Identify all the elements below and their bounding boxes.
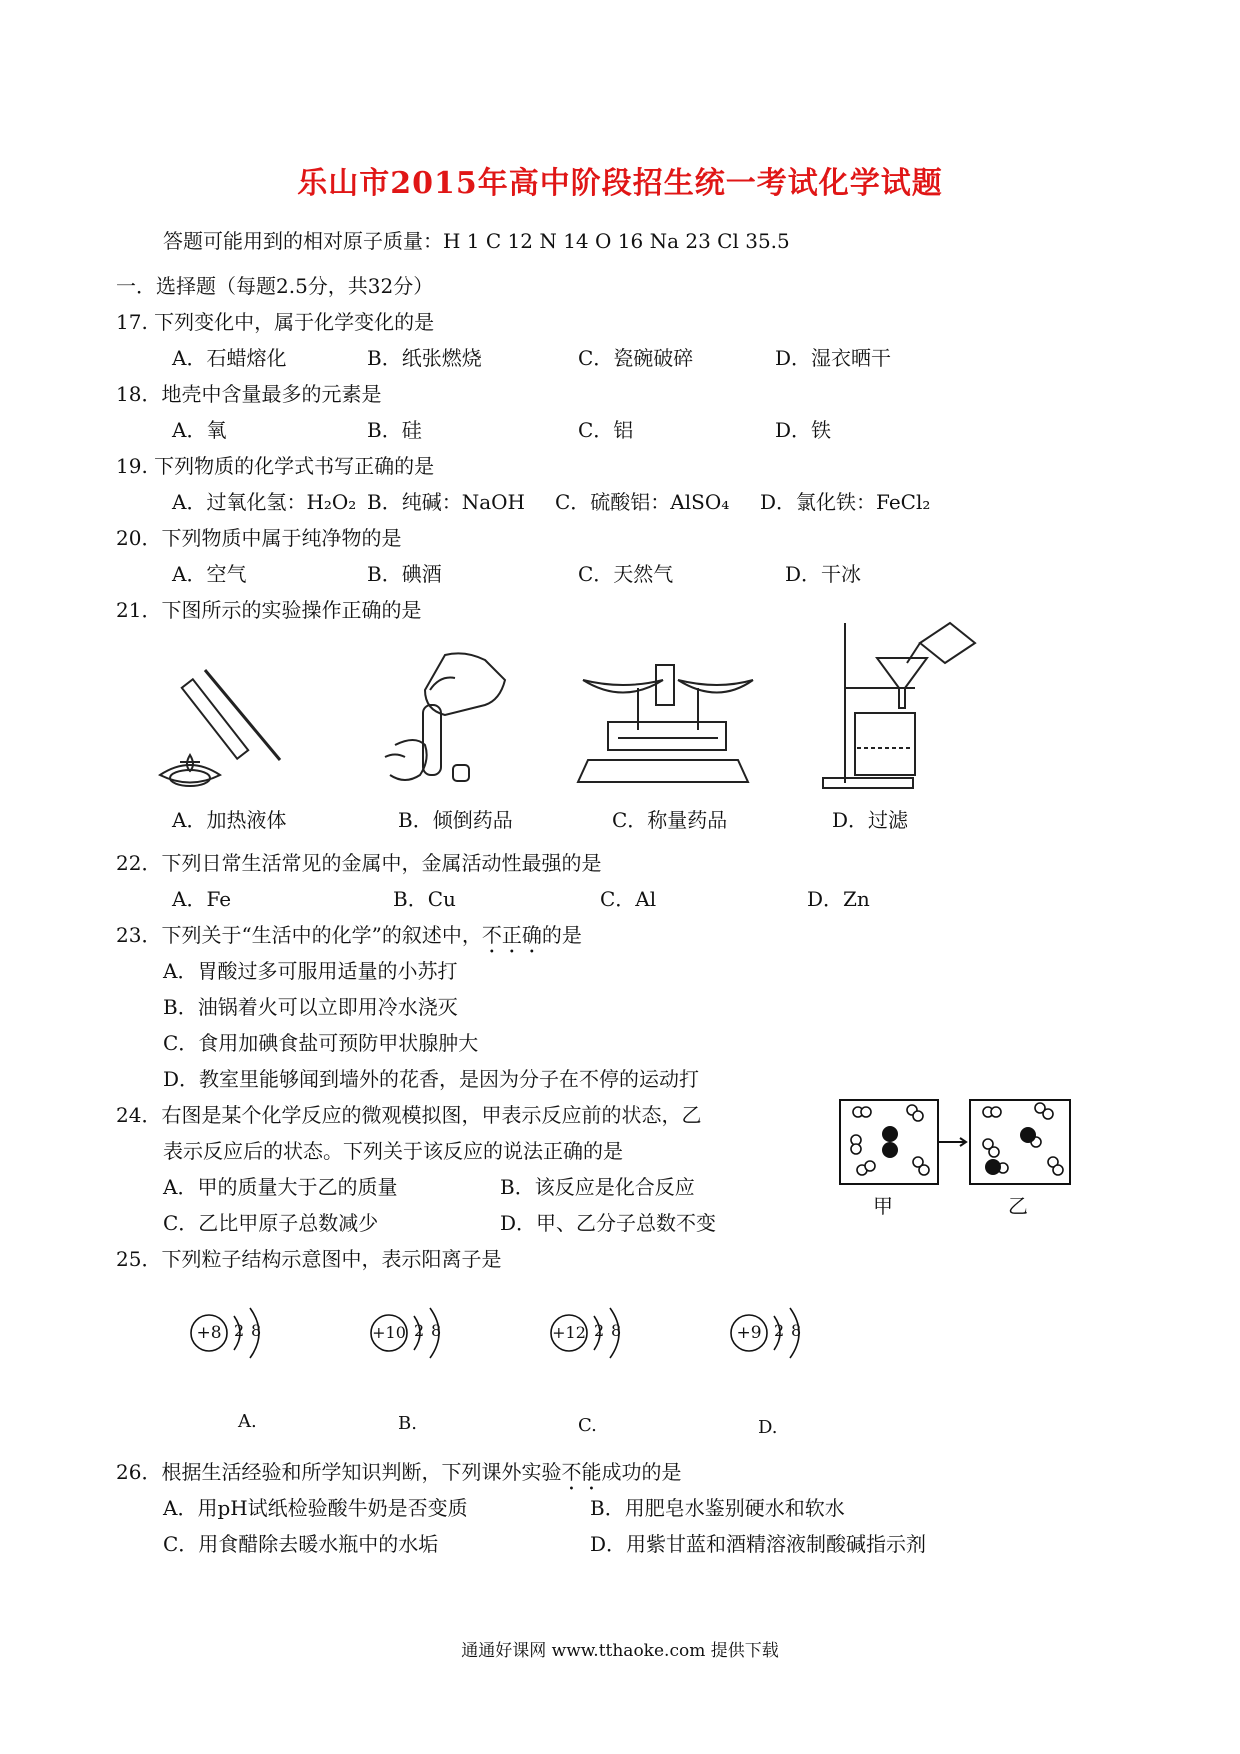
q26-option-b: B．用肥皂水鉴别硬水和软水 [590, 1496, 845, 1520]
q17-option-b: B．纸张燃烧 [367, 346, 482, 370]
atom-label-b: B. [398, 1413, 417, 1434]
q26-option-d: D．用紫甘蓝和酒精溶液制酸碱指示剂 [590, 1532, 927, 1556]
q20-option-a: A．空气 [172, 562, 247, 586]
label-jia: 甲 [873, 1194, 893, 1218]
q22-option-b: B．Cu [393, 887, 456, 911]
section-heading: 一．选择题（每题2.5分，共32分） [116, 274, 434, 298]
atom-b-shell2: 8 [431, 1321, 442, 1340]
q22-option-d: D．Zn [807, 887, 870, 911]
q19-stem: 19. 下列物质的化学式书写正确的是 [116, 454, 435, 478]
heating-liquid-figure [150, 660, 290, 795]
q23-option-b: B．油锅着火可以立即用冷水浇灭 [163, 995, 458, 1019]
pouring-figure [375, 645, 515, 790]
q20-option-d: D．干冰 [785, 562, 862, 586]
page-footer: 通通好课网 www.tthaoke.com 提供下载 [461, 1641, 779, 1661]
q23-option-d: D．教室里能够闻到墙外的花香，是因为分子在不停的运动打 [163, 1067, 700, 1091]
atom-d-nucleus: +9 [736, 1323, 762, 1343]
atom-c-shell2: 8 [611, 1321, 622, 1340]
q24-stem-line2: 表示反应后的状态。下列关于该反应的说法正确的是 [163, 1139, 623, 1163]
q17-option-a: A．石蜡熔化 [172, 346, 287, 370]
q24-option-d: D．甲、乙分子总数不变 [500, 1211, 717, 1235]
q17-option-c: C．瓷碗破碎 [578, 346, 694, 370]
atom-a-nucleus: +8 [196, 1323, 222, 1343]
q24-option-a: A．甲的质量大于乙的质量 [163, 1175, 398, 1199]
q23-stem: 23．下列关于“生活中的化学”的叙述中，不正确的是 [116, 923, 582, 947]
q21-option-d: D．过滤 [832, 808, 909, 832]
q24-option-b: B．该反应是化合反应 [500, 1175, 695, 1199]
atom-diagram-b [368, 1298, 478, 1368]
q20-stem: 20．下列物质中属于纯净物的是 [116, 526, 402, 550]
q21-stem: 21．下图所示的实验操作正确的是 [116, 598, 422, 622]
q22-option-a: A．Fe [172, 887, 232, 911]
q21-option-b: B．倾倒药品 [398, 808, 513, 832]
q18-option-c: C．铝 [578, 418, 634, 442]
q17-stem: 17. 下列变化中，属于化学变化的是 [116, 310, 435, 334]
q24-stem-line1: 24．右图是某个化学反应的微观模拟图，甲表示反应前的状态，乙 [116, 1103, 702, 1127]
q18-option-b: B．硅 [367, 418, 422, 442]
q20-option-c: C．天然气 [578, 562, 674, 586]
label-yi: 乙 [1008, 1194, 1028, 1218]
atom-label-d: D. [758, 1417, 778, 1438]
q26-emphasis: 不能 [561, 1460, 602, 1484]
balance-figure [578, 660, 748, 790]
atom-d-shell1: 2 [774, 1321, 785, 1340]
q20-option-b: B．碘酒 [367, 562, 442, 586]
q19-option-c: C．硫酸铝：AlSO₄ [555, 490, 730, 514]
q18-option-d: D．铁 [775, 418, 832, 442]
q22-stem: 22．下列日常生活常见的金属中，金属活动性最强的是 [116, 851, 602, 875]
atom-b-nucleus: +10 [372, 1323, 406, 1342]
q21-option-c: C．称量药品 [612, 808, 728, 832]
atom-label-c: C. [578, 1415, 597, 1436]
atom-diagram-c [548, 1298, 658, 1368]
filtration-figure [815, 618, 975, 793]
q21-option-a: A．加热液体 [172, 808, 287, 832]
atom-c-nucleus: +12 [552, 1323, 586, 1342]
q18-stem: 18．地壳中含量最多的元素是 [116, 382, 382, 406]
atom-c-shell1: 2 [594, 1321, 605, 1340]
atom-a-shell2: 8 [251, 1321, 262, 1340]
atom-diagram-d [728, 1298, 838, 1368]
q19-option-b: B．纯碱：NaOH [367, 490, 525, 514]
exam-title: 乐山市2015年高中阶段招生统一考试化学试题 [297, 166, 943, 201]
q19-option-a: A．过氧化氢：H₂O₂ [172, 490, 357, 514]
q23-option-a: A．胃酸过多可服用适量的小苏打 [163, 959, 458, 983]
q22-option-c: C．Al [600, 887, 657, 911]
atom-label-a: A. [238, 1411, 257, 1432]
q19-option-d: D．氯化铁：FeCl₂ [760, 490, 931, 514]
q23-emphasis: 不正确 [481, 923, 542, 947]
q18-option-a: A．氧 [172, 418, 227, 442]
atom-b-shell1: 2 [414, 1321, 425, 1340]
q26-option-c: C．用食醋除去暖水瓶中的水垢 [163, 1532, 439, 1556]
q26-stem: 26．根据生活经验和所学知识判断，下列课外实验不能成功的是 [116, 1460, 682, 1484]
atom-diagram-a [188, 1298, 298, 1368]
q24-option-c: C．乙比甲原子总数减少 [163, 1211, 379, 1235]
atom-d-shell2: 8 [791, 1321, 802, 1340]
atom-a-shell1: 2 [234, 1321, 245, 1340]
reaction-model-figure [838, 1098, 1073, 1188]
q25-stem: 25．下列粒子结构示意图中，表示阳离子是 [116, 1247, 502, 1271]
atomic-mass-note: 答题可能用到的相对原子质量：H 1 C 12 N 14 O 16 Na 23 Cl 35.5 [163, 229, 790, 253]
q23-option-c: C．食用加碘食盐可预防甲状腺肿大 [163, 1031, 479, 1055]
q26-option-a: A．用pH试纸检验酸牛奶是否变质 [163, 1496, 468, 1520]
q17-option-d: D．湿衣晒干 [775, 346, 892, 370]
